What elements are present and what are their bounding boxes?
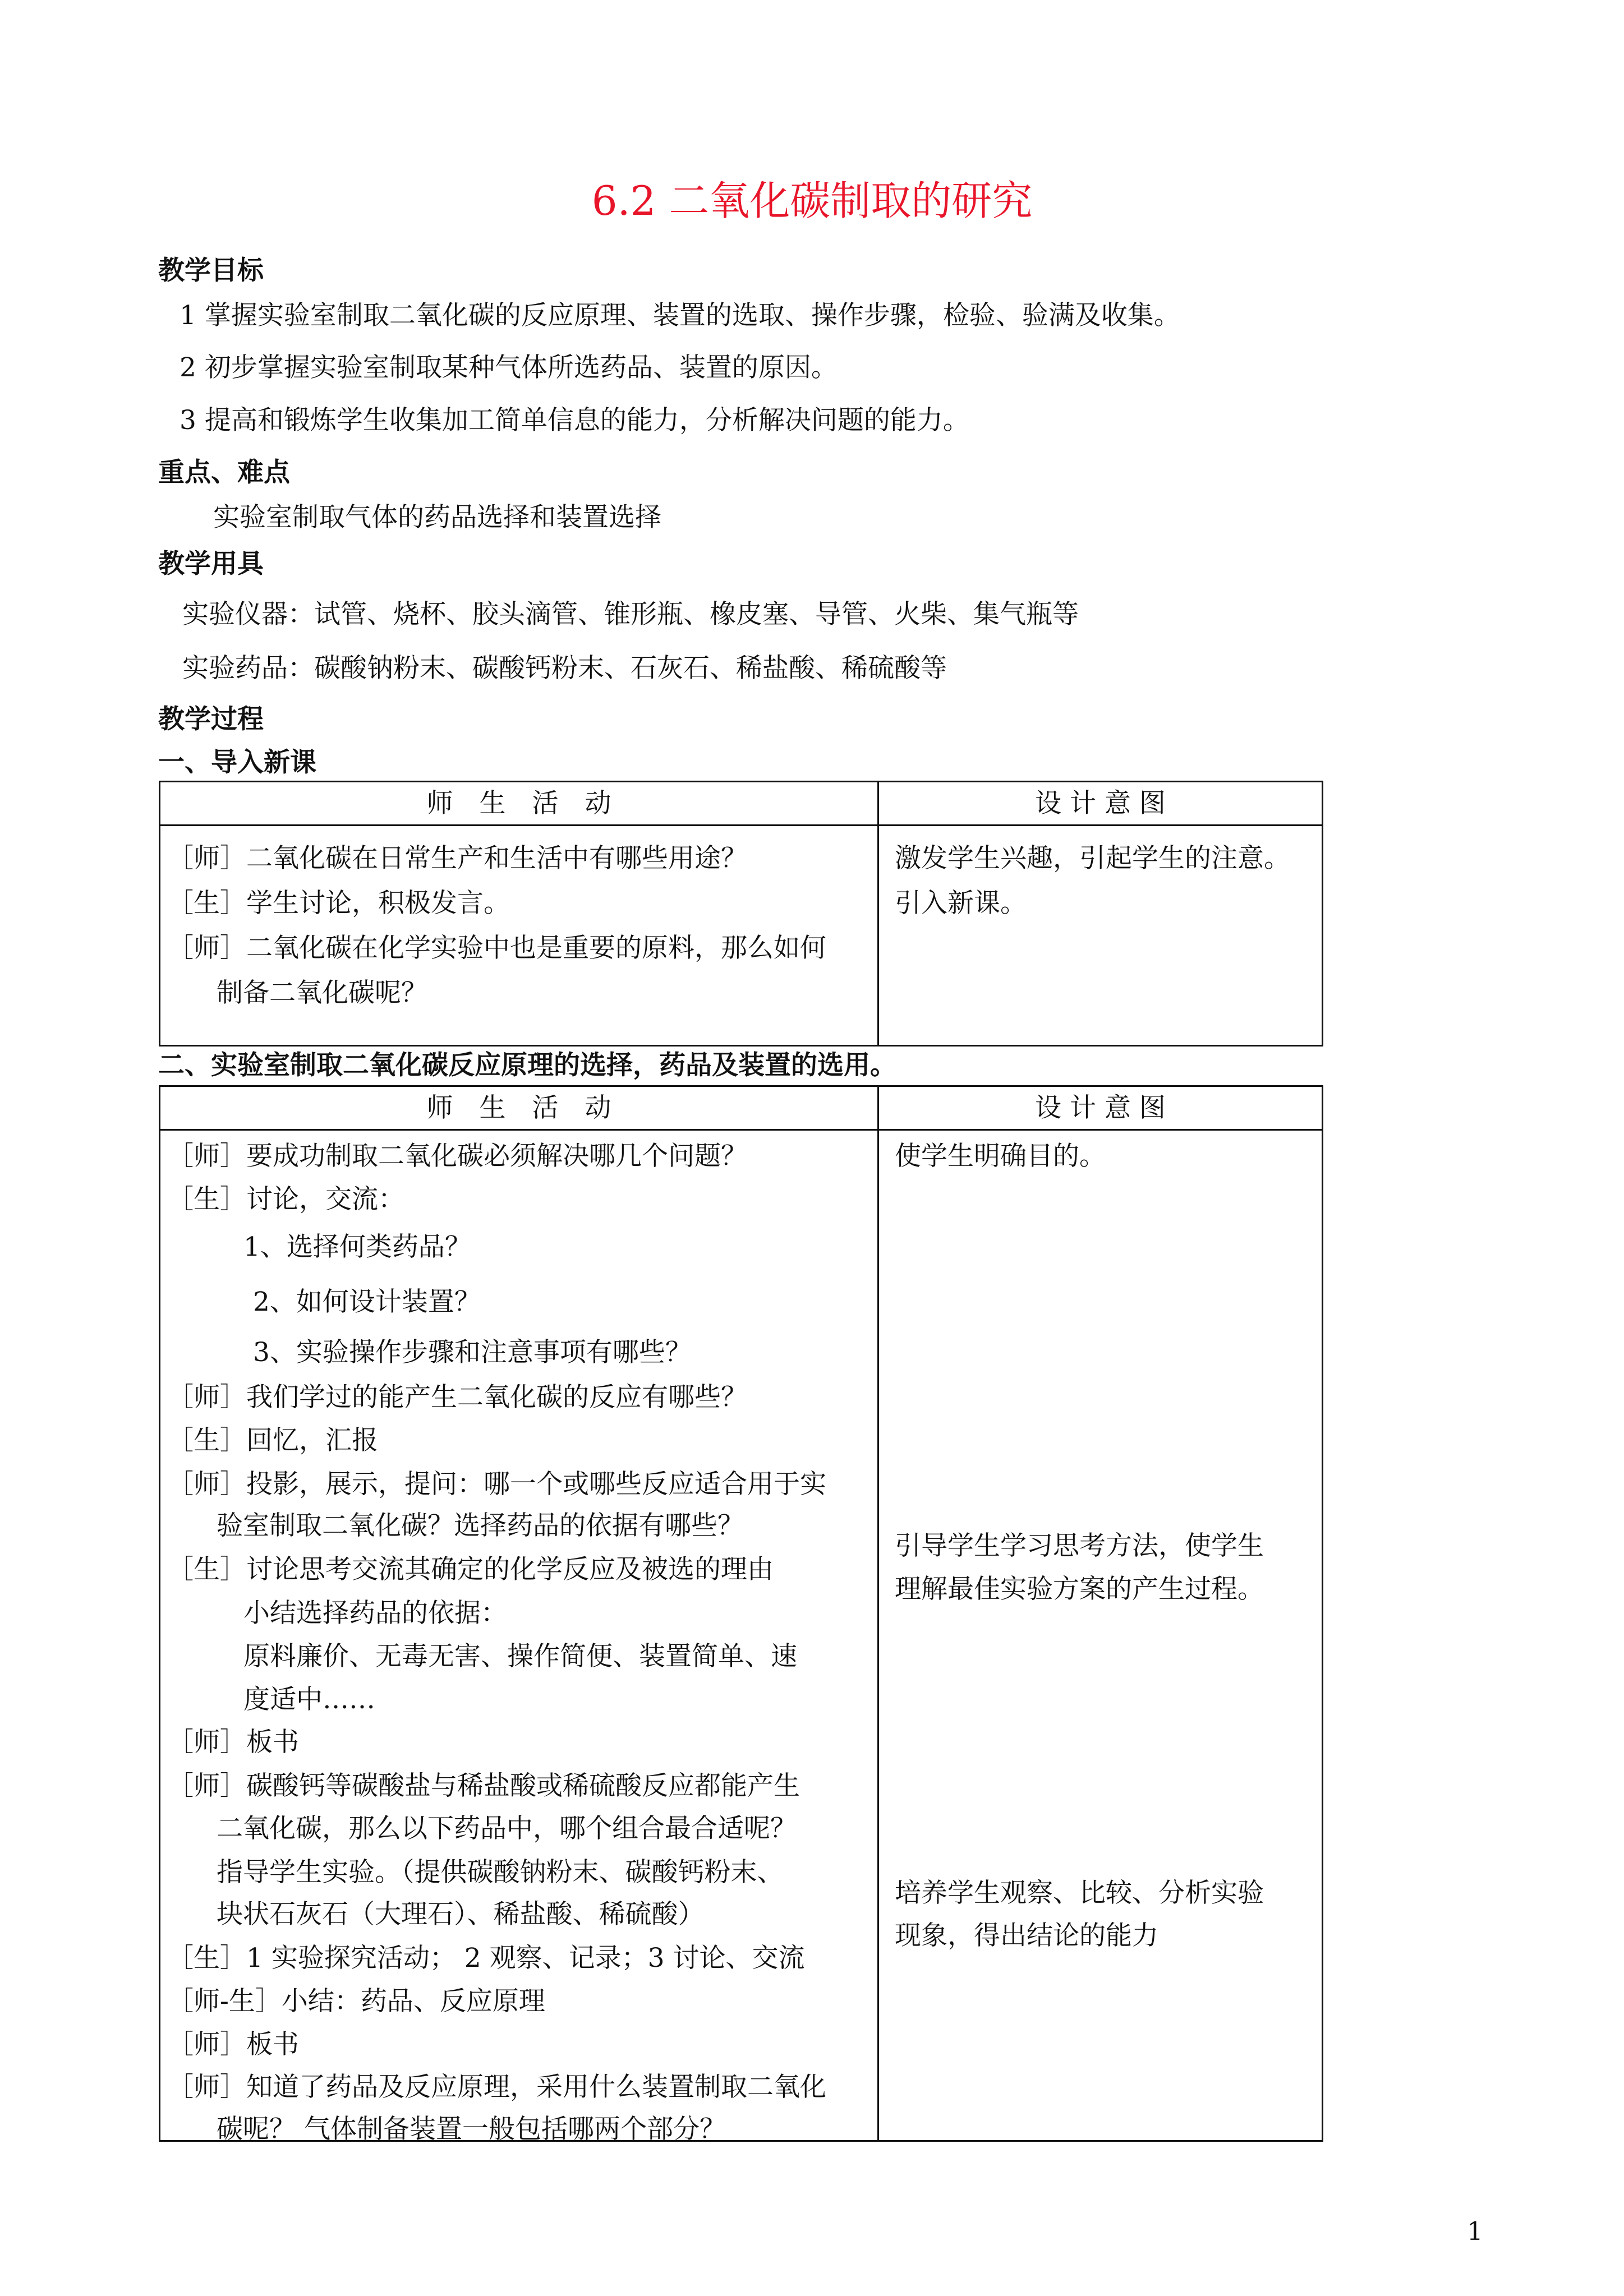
objectives-heading: 教学目标 <box>158 255 264 286</box>
process-heading: 教学过程 <box>158 704 264 735</box>
activity-line: ［生］讨论思考交流其确定的化学反应及被选的理由 <box>167 1554 774 1585</box>
activity-line: ［师］要成功制取二氧化碳必须解决哪几个问题？ <box>167 1141 747 1172</box>
key-points-text: 实验室制取气体的药品选择和装置选择 <box>213 502 661 533</box>
section2-heading: 二、实验室制取二氧化碳反应原理的选择，药品及装置的选用。 <box>158 1050 896 1081</box>
design-intent-cell <box>878 1130 1323 2141</box>
design-intent-line: 现象，得出结论的能力 <box>895 1920 1158 1951</box>
activity-line: 小结选择药品的依据： <box>243 1598 507 1629</box>
activity-cell <box>160 1130 878 2145</box>
activity-line: ［师］板书 <box>167 1727 299 1758</box>
activity-line: 2、如何设计装置？ <box>253 1287 481 1317</box>
page-number: 1 <box>1467 2216 1483 2246</box>
activity-line: 指导学生实验。（提供碳酸钠粉末、碳酸钙粉末、 <box>217 1857 784 1888</box>
objective-item: 2 初步掌握实验室制取某种气体所选药品、装置的原因。 <box>180 352 838 383</box>
activity-line: ［师-生］小结：药品、反应原理 <box>167 1986 545 2017</box>
activity-line: 1、选择何类药品？ <box>243 1232 471 1262</box>
design-intent-line: 培养学生观察、比较、分析实验 <box>895 1878 1264 1908</box>
activity-line: ［生］学生讨论，积极发言。 <box>167 888 510 919</box>
activity-line: ［生］回忆，汇报 <box>167 1425 378 1456</box>
activity-line: ［师］投影，展示，提问：哪一个或哪些反应适合用于实 <box>167 1469 826 1500</box>
column-header-activity: 师 生 活 动 <box>160 782 878 826</box>
materials-chemicals: 实验药品：碳酸钠粉末、碳酸钙粉末、石灰石、稀盐酸、稀硫酸等 <box>182 653 947 684</box>
activity-line: 3、实验操作步骤和注意事项有哪些？ <box>253 1337 692 1368</box>
activity-line: ［师］我们学过的能产生二氧化碳的反应有哪些？ <box>167 1382 747 1413</box>
activity-line: ［师］二氧化碳在日常生产和生活中有哪些用途？ <box>167 843 747 874</box>
activity-line: ［生］讨论，交流： <box>167 1184 404 1215</box>
activity-line: ［师］板书 <box>167 2029 299 2060</box>
column-header-design-intent: 设 计 意 图 <box>878 782 1323 826</box>
activity-line: ［师］知道了药品及反应原理，采用什么装置制取二氧化 <box>167 2072 826 2103</box>
activity-line: 验室制取二氧化碳？选择药品的依据有哪些？ <box>217 1510 744 1541</box>
activity-line: 块状石灰石（大理石）、稀盐酸、稀硫酸） <box>217 1899 705 1930</box>
activity-cell <box>160 826 878 1046</box>
section1-table <box>159 781 1323 1046</box>
activity-line: ［生］1 实验探究活动； 2 观察、记录；3 讨论、交流 <box>167 1943 805 1974</box>
materials-instruments: 实验仪器：试管、烧杯、胶头滴管、锥形瓶、橡皮塞、导管、火柴、集气瓶等 <box>182 599 1079 630</box>
objective-item: 1 掌握实验室制取二氧化碳的反应原理、装置的选取、操作步骤，检验、验满及收集。 <box>180 300 1180 331</box>
design-intent-line: 激发学生兴趣，引起学生的注意。 <box>895 843 1290 874</box>
design-intent-line: 使学生明确目的。 <box>895 1141 1106 1172</box>
activity-line: 碳呢？ 气体制备装置一般包括哪两个部分？ <box>217 2114 726 2145</box>
activity-line: 制备二氧化碳呢？ <box>217 978 427 1008</box>
design-intent-line: 引导学生学习思考方法，使学生 <box>895 1530 1264 1561</box>
design-intent-line: 引入新课。 <box>895 888 1027 919</box>
activity-line: 二氧化碳，那么以下药品中，哪个组合最合适呢？ <box>217 1813 797 1844</box>
column-header-activity: 师 生 活 动 <box>160 1086 878 1130</box>
column-header-design-intent: 设 计 意 图 <box>878 1086 1323 1130</box>
activity-line: ［师］二氧化碳在化学实验中也是重要的原料，那么如何 <box>167 933 826 963</box>
page-title: 6.2 二氧化碳制取的研究 <box>591 177 1033 224</box>
design-intent-line: 理解最佳实验方案的产生过程。 <box>895 1574 1264 1605</box>
section2-table <box>159 1085 1323 2145</box>
activity-line: 度适中…… <box>243 1684 375 1715</box>
objective-item: 3 提高和锻炼学生收集加工简单信息的能力，分析解决问题的能力。 <box>180 405 969 436</box>
activity-line: 原料廉价、无毒无害、操作简便、装置简单、速 <box>243 1641 797 1672</box>
materials-heading: 教学用具 <box>158 548 264 579</box>
key-points-heading: 重点、难点 <box>158 457 290 488</box>
section1-heading: 一、导入新课 <box>158 747 316 778</box>
design-intent-cell <box>878 826 1323 1046</box>
activity-line: ［师］碳酸钙等碳酸盐与稀盐酸或稀硫酸反应都能产生 <box>167 1771 800 1801</box>
